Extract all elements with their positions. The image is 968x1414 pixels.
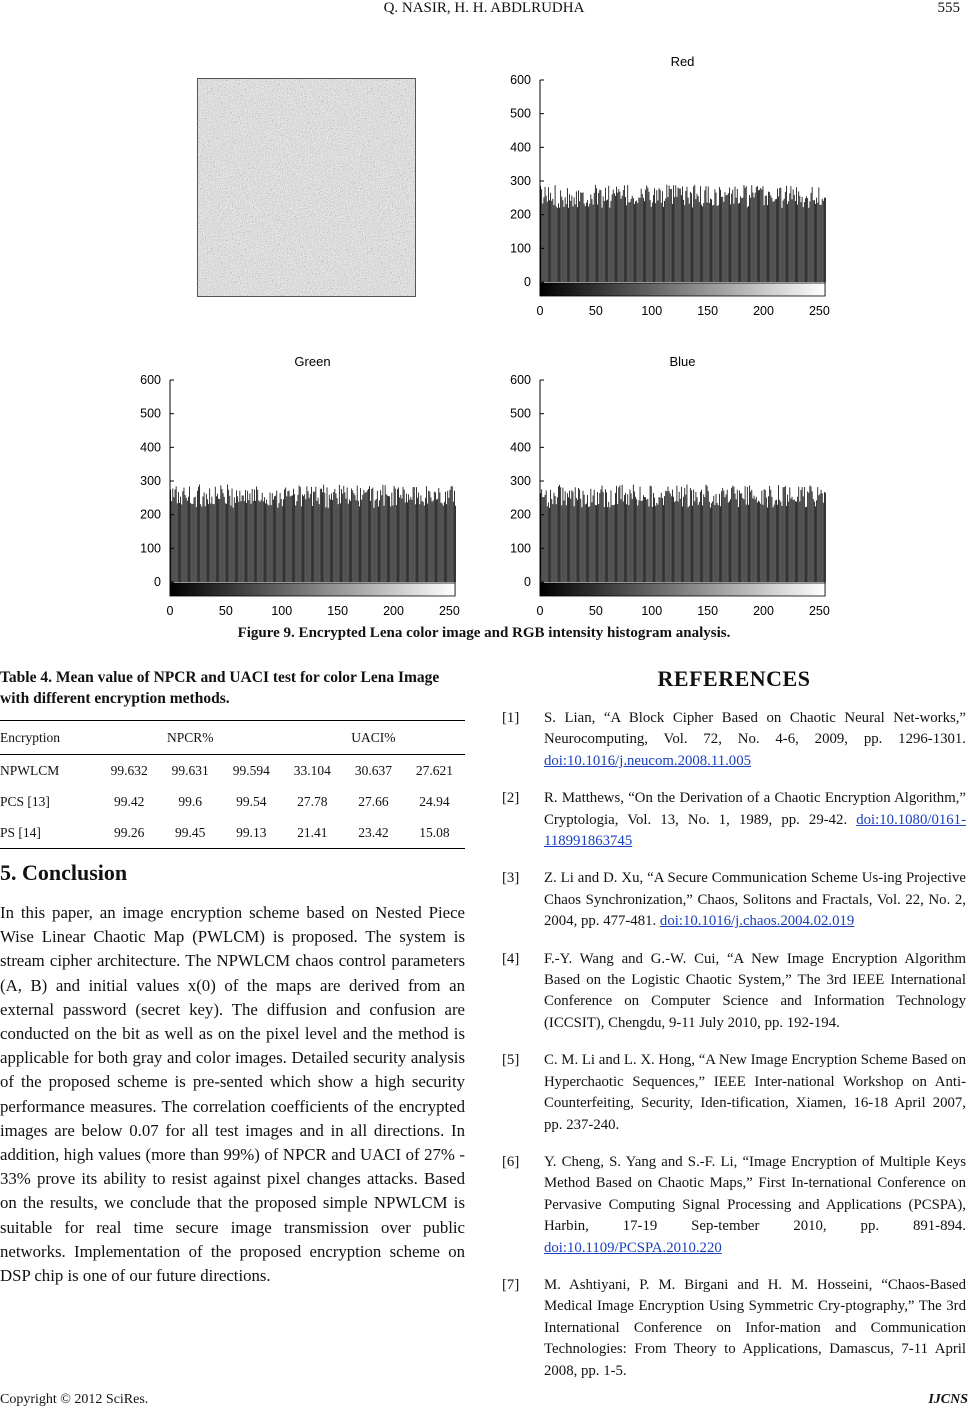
reference-item <box>502 949 966 1035</box>
y-tick-label: 200 <box>140 507 161 522</box>
reference-number: [5] <box>502 1052 520 1069</box>
x-tick-label: 250 <box>438 604 460 618</box>
x-tick-label: 250 <box>808 604 830 618</box>
histogram-blue <box>495 350 845 620</box>
y-tick-label: 100 <box>140 541 161 556</box>
reference-text: F.-Y. Wang and G.-W. Cui, “A New Image Encryption Algorithm Based on the Logistic Chaotic System,” The 3rd IEEE International Conference on Computer Science and Information Technology (ICCSIT), Chengdu, 9-11 July 2010, pp. 192-194. <box>544 950 966 1031</box>
encrypted-lena-image <box>197 78 416 297</box>
reference-text: S. Lian, “A Block Cipher Based on Chaotic Neural Net-works,” Neurocomputing, Vol. 72, No. 4-6, 2009, pp. 1296-1301. <box>544 710 966 748</box>
reference-text: Z. Li and D. Xu, “A Secure Communication Scheme Us-ing Projective Chaos Synchronization,” Chaos, Solitons and Fractals, Vol. 22, No. 2, 2004, pp. 477-481. <box>544 870 966 930</box>
table-caption: Table 4. Mean value of NPCR and UACI test for color Lena Image with different encryption methods. <box>0 669 440 707</box>
y-tick-label: 400 <box>510 140 531 155</box>
intensity-colorbar <box>540 583 825 596</box>
x-tick-label: 0 <box>536 304 544 318</box>
chart-title: Blue <box>669 354 696 369</box>
table-cell: PCS [13] <box>0 793 50 809</box>
x-tick-label: 200 <box>383 604 404 618</box>
x-tick-label: 100 <box>641 604 663 618</box>
reference-text: C. M. Li and L. X. Hong, “A New Image Encryption Scheme Based on Hyperchaotic Sequences,” IEEE Inter-national Workshop on Anti-Counterfeiting, Security, Iden-tification, Xiamen, 16-18 April 2007, pp. 237-240. <box>544 1052 966 1133</box>
y-tick-label: 300 <box>140 474 161 488</box>
y-tick-label: 600 <box>140 373 161 387</box>
y-tick-label: 600 <box>510 73 531 87</box>
table-header-cell: NPCR% <box>99 721 282 755</box>
table-cell: PS [14] <box>0 817 99 849</box>
reference-item <box>502 1050 966 1136</box>
x-tick-label: 50 <box>218 604 233 618</box>
table-cell: 99.632 <box>110 762 148 778</box>
y-tick-label: 300 <box>510 474 531 488</box>
reference-text: Y. Cheng, S. Yang and S.-F. Li, “Image Encryption of Multiple Keys Method Based on Chaotic Maps,” First In-ternational Conference on Pervasive Computing Signal Processing and Applications (PCSPA), Harbin, 17-19 Sep-tember 2010, pp. 891-894. <box>544 1153 966 1235</box>
y-tick-label: 100 <box>510 541 531 556</box>
section-heading: 5. Conclusion <box>0 860 128 885</box>
table-cell: 99.6 <box>178 793 203 809</box>
table-cell: 27.78 <box>297 793 328 809</box>
table-row <box>0 755 465 787</box>
x-tick-label: 150 <box>697 604 719 618</box>
y-tick-label: 500 <box>140 406 161 421</box>
table-row <box>0 786 465 817</box>
reference-item <box>502 708 966 772</box>
y-tick-label: 0 <box>154 575 161 589</box>
table-cell: 27.621 <box>415 762 454 778</box>
table-cell: 30.637 <box>354 762 392 778</box>
table-cell: 99.54 <box>236 793 267 809</box>
page-header <box>0 0 968 24</box>
x-tick-label: 0 <box>536 604 544 618</box>
x-tick-label: 100 <box>271 604 293 618</box>
reference-item <box>502 1152 966 1259</box>
table-cell: 24.94 <box>419 793 450 809</box>
table-cell: 99.594 <box>232 762 270 778</box>
references-list <box>502 708 966 1398</box>
table-cell: 15.08 <box>404 817 465 849</box>
figure-caption: Figure 9. Encrypted Lena color image and RGB intensity histogram analysis. <box>237 625 731 641</box>
x-tick-label: 200 <box>753 604 774 618</box>
doi-link[interactable]: doi:10.1016/j.neucom.2008.11.005 <box>544 752 752 769</box>
table-row <box>0 817 465 849</box>
reference-number: [4] <box>502 950 520 967</box>
reference-number: [3] <box>502 870 520 887</box>
reference-number: [2] <box>502 790 520 807</box>
reference-number: [6] <box>502 1153 520 1170</box>
table-cell: 99.45 <box>160 817 221 849</box>
x-tick-label: 50 <box>588 304 603 318</box>
x-tick-label: 150 <box>327 604 349 618</box>
reference-number: [1] <box>502 710 520 726</box>
reference-item <box>502 1275 966 1382</box>
reference-text: R. Matthews, “On the Derivation of a Chaotic Encryption Algorithm,” Cryptologia, Vol. 13, No. 1, 1989, pp. 29-42. <box>544 790 966 828</box>
table-cell: 27.66 <box>358 793 389 809</box>
reference-item <box>502 788 966 852</box>
conclusion-text: In this paper, an image encryption scheme based on Nested Piece Wise Linear Chaotic Map (PWLCM) is proposed. The system is stream cipher architecture. The NPWLCM chaos control parameters (A, B) and initial values x(0) of the maps are derived from an external password (secret key). The diffusion and confusion are conducted on the bit as well as on the pixel level and the method is applicable for both gray and color images. Detailed security analysis of the proposed scheme is pre-sented which show a high security performance measures. The correlation coefficients of the encrypted images are below 0.07 for all test images and in all directions. In addition, high values (more than 99%) of NPCR and UACI of 27% - 33% prove its ability to resist against pixel changes attacks. Based on the results, we conclude that the proposed simple NPWLCM is suitable for real time secure image transmission over public networks. Implementation of the proposed encryption scheme on DSP chip is one of our future directions. <box>0 903 465 1286</box>
intensity-colorbar <box>170 583 455 596</box>
x-tick-label: 0 <box>166 604 174 618</box>
table-header-cell: Encryption <box>0 721 99 755</box>
reference-number: [7] <box>502 1276 520 1293</box>
references-heading: REFERENCES <box>657 666 811 691</box>
y-tick-label: 500 <box>510 106 531 121</box>
y-tick-label: 400 <box>140 440 161 455</box>
copyright: Copyright © 2012 SciRes. <box>0 1392 149 1407</box>
y-tick-label: 200 <box>510 507 531 522</box>
x-tick-label: 50 <box>588 604 603 618</box>
table-header-row <box>0 721 465 755</box>
table-cell: 99.26 <box>99 817 160 849</box>
y-tick-label: 200 <box>510 207 531 222</box>
y-tick-label: 500 <box>510 406 531 421</box>
results-table <box>0 720 465 849</box>
doi-link[interactable]: doi:10.1016/j.chaos.2004.02.019 <box>659 913 855 930</box>
y-tick-label: 300 <box>510 174 531 188</box>
journal-name: IJCNS <box>928 1392 968 1407</box>
running-title: Q. NASIR, H. H. ABDLRUDHA <box>383 0 585 16</box>
intensity-colorbar <box>540 283 825 296</box>
x-tick-label: 150 <box>697 304 719 318</box>
table-cell: 99.13 <box>221 817 282 849</box>
histogram-red <box>495 50 845 320</box>
table-cell: 99.42 <box>114 793 145 809</box>
reference-item <box>502 868 966 932</box>
page-number: 555 <box>937 0 960 16</box>
x-tick-label: 100 <box>641 304 663 318</box>
y-tick-label: 600 <box>510 373 531 387</box>
doi-link[interactable]: doi:10.1080/0161-118991863745 <box>544 811 966 850</box>
y-tick-label: 400 <box>510 440 531 455</box>
histogram-green <box>125 350 475 620</box>
y-tick-label: 0 <box>524 575 531 589</box>
doi-link[interactable]: doi:10.1109/PCSPA.2010.220 <box>544 1239 722 1256</box>
table-cell: 23.42 <box>343 817 404 849</box>
table-cell: 33.104 <box>293 762 331 778</box>
chart-title: Red <box>670 54 695 69</box>
x-tick-label: 200 <box>753 304 774 318</box>
x-tick-label: 250 <box>808 304 830 318</box>
chart-title: Green <box>294 354 331 369</box>
table-cell: 21.41 <box>282 817 343 849</box>
table-cell: 99.631 <box>171 762 209 778</box>
table-header-cell: UACI% <box>282 721 465 755</box>
reference-text: M. Ashtiyani, P. M. Birgani and H. M. Hosseini, “Chaos-Based Medical Image Encryption Using Symmetric Cry-ptography,” The 3rd International Conference on Infor-mation and Communication Technologies: From Theory to Applications, Damascus, 7-11 April 2008, pp. 1-5. <box>544 1276 966 1379</box>
y-tick-label: 0 <box>524 275 531 289</box>
y-tick-label: 100 <box>510 241 531 256</box>
table-cell: NPWLCM <box>0 762 60 778</box>
